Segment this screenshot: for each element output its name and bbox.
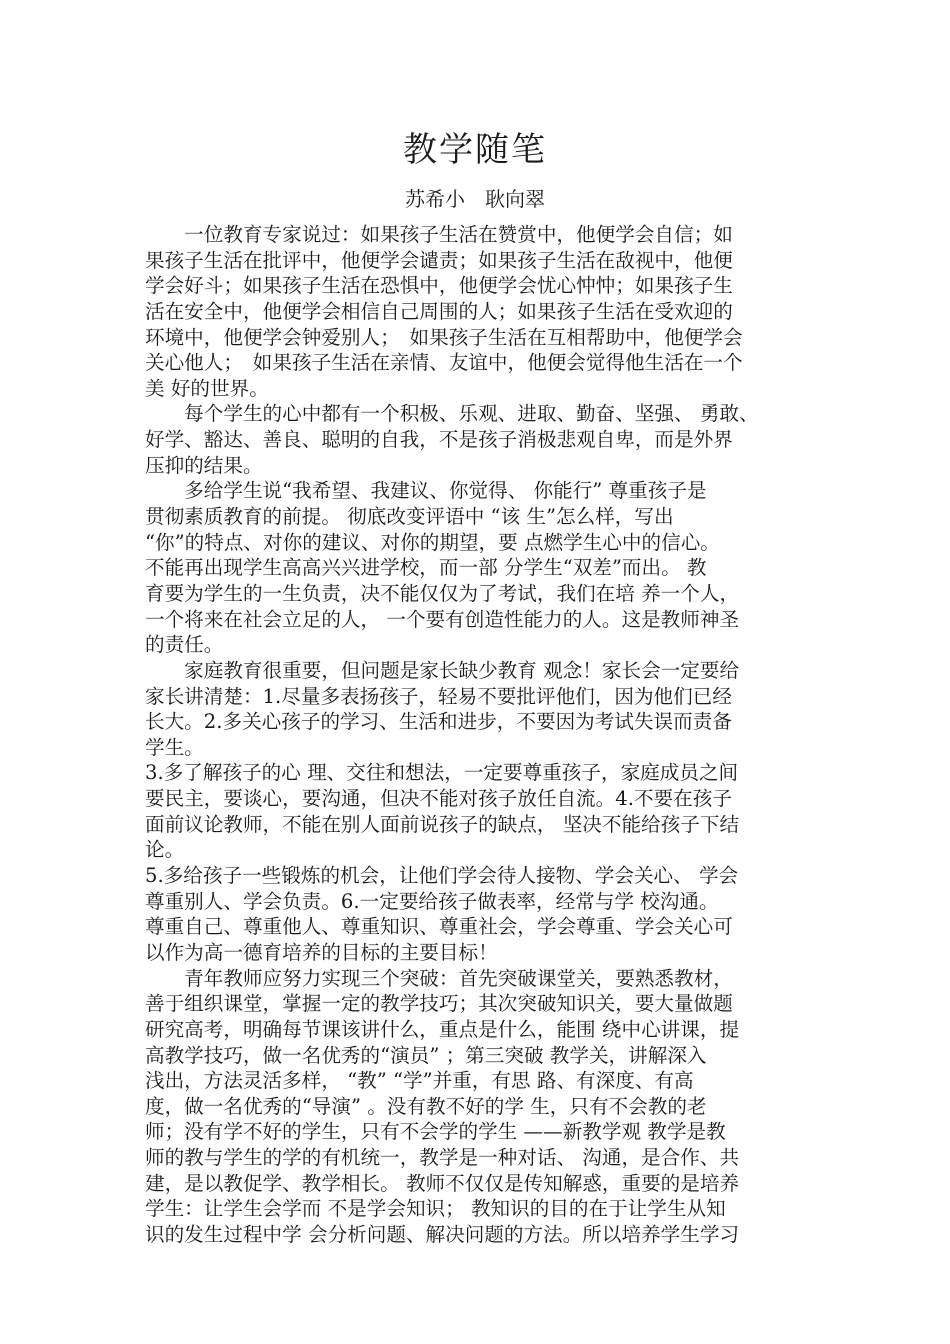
text-line: 面前议论教师，不能在别人面前说孩子的缺点， 坚决不能给孩子下结 [145, 812, 740, 836]
text-line: 以作为高一德育培养的目标的主要目标！ [145, 940, 498, 964]
text-line: 学会好斗；如果孩子生活在恐惧中，他便学会忧心忡忡；如果孩子生 [145, 274, 733, 298]
text-line: 识的发生过程中学 会分析问题、解决问题的方法。所以培养学生学习 [145, 1222, 740, 1246]
text-line: 尊重自己、尊重他人、尊重知识、尊重社会，学会尊重、学会关心可 [145, 915, 733, 939]
text-line: 师；没有学不好的学生，只有不会学的学生 ——新教学观 教学是教 [145, 1120, 726, 1144]
author-line: 苏希小 耿向翠 [405, 187, 545, 211]
text-line: 青年教师应努力实现三个突破：首先突破课堂关，要熟悉教材， [145, 966, 733, 990]
text-line: 的责任。 [145, 633, 224, 657]
text-line: 5.多给孩子一些锻炼的机会，让他们学会待人接物、学会关心、 学会 [145, 864, 739, 888]
text-line: 研究高考，明确每节课该讲什么，重点是什么，能围 绕中心讲课，提 [145, 1017, 740, 1041]
text-line: 美 好的世界。 [145, 376, 269, 400]
text-line: 高教学技巧，做一名优秀的“演员” ；第三突破 教学关，讲解深入 [145, 1043, 707, 1067]
text-line: 好学、豁达、善良、聪明的自我，不是孩子消极悲观自卑，而是外界 [145, 428, 733, 452]
text-line: 环境中，他便学会钟爱别人； 如果孩子生活在互相帮助中，他便学会 [145, 325, 743, 349]
text-line: 论。 [145, 838, 185, 862]
text-line: 长大。2.多关心孩子的学习、生活和进步，不要因为考试失误而责备 [145, 710, 732, 734]
text-line: 育要为学生的一生负责，决不能仅仅为了考试，我们在培 养一个人， [145, 581, 740, 605]
text-line: 度，做一名优秀的“导演” 。没有教不好的学 生，只有不会教的老 [145, 1094, 707, 1118]
text-line: 果孩子生活在批评中，他便学会谴责；如果孩子生活在敌视中，他便 [145, 248, 733, 272]
text-line: 压抑的结果。 [145, 453, 263, 477]
text-line: 学生：让学生会学而 不是学会知识； 教知识的目的在于让学生从知 [145, 1197, 726, 1221]
page-title: 教学随笔 [403, 130, 547, 170]
text-line: 善于组织课堂，掌握一定的教学技巧；其次突破知识关，要大量做题 [145, 992, 733, 1016]
text-line: 建，是以教促学、教学相长。 教师不仅仅是传知解惑，重要的是培养 [145, 1171, 740, 1195]
text-line: 3.多了解孩子的心 理、交往和想法，一定要尊重孩子，家庭成员之间 [145, 761, 739, 785]
text-line: 浅出，方法灵活多样， “教” “学”并重，有思 路、有深度、有高 [145, 1069, 694, 1093]
text-line: 每个学生的心中都有一个积极、乐观、进取、勤奋、坚强、 勇敢、 [145, 402, 759, 426]
text-line: 活在安全中，他便学会相信自己周围的人；如果孩子生活在受欢迎的 [145, 299, 733, 323]
text-line: 学生。 [145, 735, 204, 759]
text-line: “你”的特点、对你的建议、对你的期望，要 点燃学生心中的信心。 [145, 530, 720, 554]
text-line: 尊重别人、学会负责。6.一定要给孩子做表率，经常与学 校沟通。 [145, 889, 719, 913]
text-line: 家庭教育很重要，但问题是家长缺少教育 观念！家长会一定要给 [145, 658, 740, 682]
text-line: 多给学生说“我希望、我建议、你觉得、 你能行” 尊重孩子是 [145, 479, 707, 503]
text-line: 一个将来在社会立足的人， 一个要有创造性能力的人。这是教师神圣 [145, 607, 740, 631]
text-line: 不能再出现学生高高兴兴进学校，而一部 分学生“双差”而出。 教 [145, 556, 707, 580]
body-text [145, 222, 809, 1248]
text-line: 一位教育专家说过：如果孩子生活在赞赏中，他便学会自信；如 [145, 223, 733, 246]
text-line: 家长讲清楚：1.尽量多表扬孩子，轻易不要批评他们，因为他们已经 [145, 684, 732, 708]
text-line: 师的教与学生的学的有机统一，教学是一种对话、 沟通，是合作、共 [145, 1146, 740, 1170]
text-line: 关心他人； 如果孩子生活在亲情、友谊中，他便会觉得他生活在一个 [145, 351, 743, 375]
text-line: 要民主，要谈心，要沟通，但决不能对孩子放任自流。4.不要在孩子 [145, 787, 732, 811]
text-line: 贯彻素质教育的前提。 彻底改变评语中 “该 生”怎么样，写出 [145, 505, 674, 529]
